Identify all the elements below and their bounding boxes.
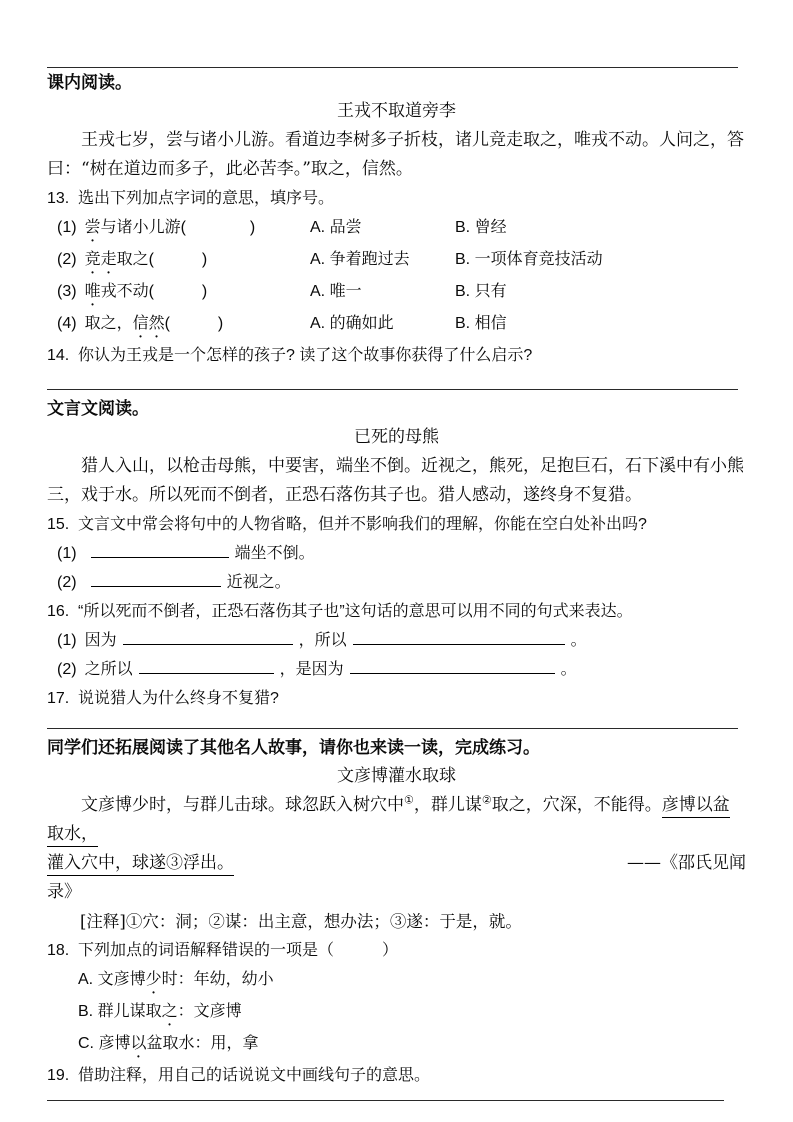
option-post: 时：年幼，幼小 <box>161 971 274 988</box>
option-b: B. 只有 <box>455 283 507 300</box>
fill-in-blank <box>123 629 293 645</box>
option-a: A. 的确如此 <box>310 315 394 332</box>
question-number: 17. <box>47 690 70 707</box>
passage-line-2 <box>47 849 746 878</box>
question-14 <box>47 341 746 370</box>
connector-word: ，所以 <box>298 632 347 649</box>
section-extended-reading <box>47 733 746 1090</box>
section-classical-reading <box>47 394 746 713</box>
item-label: (2) <box>57 251 77 268</box>
blank-suffix-text: 端坐不倒。 <box>234 545 315 562</box>
passage-text-wangrong: 王戎七岁，尝与诸小儿游。看道边李树多子折枝，诸儿竞走取之，唯戎不动。人问之，答曰：“树在道边而多子，此必苦李。”取之，信然。 <box>47 130 744 179</box>
item-label: (2) <box>57 661 77 678</box>
option-pre: B. 群儿谋取 <box>78 1003 162 1020</box>
option-pre: C. 彦博 <box>78 1035 131 1052</box>
source-attribution: ——《邵氏见闻 <box>627 853 746 873</box>
passage-title-wenyanbo: 文彦博灌水取球 <box>337 766 456 786</box>
fill-in-blank <box>139 658 274 674</box>
option-a: A. 争着跑过去 <box>310 251 410 268</box>
passage-segment: 文彦博少时，与群儿击球。球忽跃入树穴中 <box>81 795 404 815</box>
item-label: (1) <box>57 545 77 562</box>
question-stem: 选出下列加点字词的意思，填序号。 <box>78 190 335 207</box>
option-b: B. 相信 <box>455 315 507 332</box>
passage-segment: ，群儿谋 <box>413 795 482 815</box>
question-number: 13. <box>47 190 70 207</box>
passage-text-bear: 猎人入山，以枪击母熊，中要害，端坐不倒。近视之，熊死，足抱巨石，石下溪中有小熊三，戏于水。所以死而不倒者，正恐石落伤其子也。猎人感动，遂终身不复猎。 <box>47 456 744 505</box>
option-post: 盆取水：用，拿 <box>146 1035 259 1052</box>
question-18 <box>47 936 746 965</box>
section-heading: 同学们还拓展阅读了其他名人故事，请你也来读一读，完成练习。 <box>47 738 540 757</box>
q15-blank-row-1 <box>47 539 746 568</box>
q13-row-1 <box>47 213 746 245</box>
q13-row-3-phrase <box>57 277 310 309</box>
question-19 <box>47 1061 746 1090</box>
emphasized-chars: 少 <box>145 971 162 988</box>
connector-word: ，是因为 <box>279 661 344 678</box>
emphasized-chars: 唯 <box>84 283 101 300</box>
fill-in-blank <box>353 629 565 645</box>
question-number: 19. <box>47 1067 70 1084</box>
question-16 <box>47 597 746 626</box>
fill-in-blank <box>91 571 221 587</box>
item-label: (1) <box>57 632 77 649</box>
q13-row-4-phrase <box>57 309 310 341</box>
option-a: A. 品尝 <box>310 219 362 236</box>
emphasized-chars: 以 <box>130 1035 147 1052</box>
question-number: 16. <box>47 603 70 620</box>
emphasized-chars: 尝 <box>84 219 101 236</box>
footnotes: [注释]①穴：洞；②谋：出主意，想办法；③遂：于是，就。 <box>80 912 522 931</box>
phrase-post: 与诸小儿游( ) <box>100 219 256 236</box>
item-label: (2) <box>57 574 77 591</box>
underlined-sentence-wrap <box>47 849 234 878</box>
fill-in-blank <box>91 542 229 558</box>
passage-title-wangrong: 王戎不取道旁李 <box>337 101 456 121</box>
underlined-sentence-part-2: 灌入穴中，球遂③浮出。 <box>47 853 234 876</box>
q15-blank-row-2 <box>47 568 746 597</box>
connector-word: 因为 <box>84 632 117 649</box>
footnote-marker-2: ② <box>481 793 492 807</box>
passage-line-3: 录》 <box>47 882 81 902</box>
section-in-class-reading <box>47 68 746 370</box>
q13-row-3 <box>47 277 746 309</box>
underlined-sentence-part-1: 彦博以盆取水， <box>47 795 730 847</box>
option-b: B. 一项体育竞技活动 <box>455 251 603 268</box>
q13-row-4 <box>47 309 746 341</box>
question-number: 15. <box>47 516 70 533</box>
divider-bottom <box>47 1100 724 1101</box>
q18-option-c <box>47 1029 746 1061</box>
emphasized-chars: 竞走 <box>84 251 117 268</box>
question-15 <box>47 510 746 539</box>
passage-line-1 <box>47 791 746 849</box>
divider-section-3 <box>47 728 738 729</box>
q16-sentence-row-2 <box>47 655 746 684</box>
option-a: A. 唯一 <box>310 283 362 300</box>
period: 。 <box>570 632 587 649</box>
q13-row-2 <box>47 245 746 277</box>
phrase-post: 戎不动( ) <box>100 283 208 300</box>
question-stem: 你认为王戎是一个怎样的孩子? 读了这个故事你获得了什么启示? <box>78 347 533 364</box>
q16-sentence-row-1 <box>47 626 746 655</box>
q18-option-b <box>47 997 746 1029</box>
connector-word: 之所以 <box>84 661 133 678</box>
emphasized-chars: 之 <box>161 1003 178 1020</box>
item-label: (1) <box>57 219 77 236</box>
q13-row-2-phrase <box>57 245 310 277</box>
question-stem: “所以死而不倒者，正恐石落伤其子也”这句话的意思可以用不同的句式来表达。 <box>78 603 633 620</box>
blank-suffix-text: 近视之。 <box>226 574 291 591</box>
q13-row-1-phrase <box>57 213 310 245</box>
question-stem: 说说猎人为什么终身不复猎? <box>78 690 279 707</box>
q18-option-a <box>47 965 746 997</box>
section-heading: 文言文阅读。 <box>47 399 149 418</box>
question-stem: 文言文中常会将句中的人物省略，但并不影响我们的理解，你能在空白处补出吗? <box>78 516 647 533</box>
option-pre: A. 文彦博 <box>78 971 146 988</box>
divider-section-2 <box>47 389 738 390</box>
option-post: ：文彦博 <box>177 1003 242 1020</box>
emphasized-chars: 信然 <box>132 315 165 332</box>
question-17 <box>47 684 746 713</box>
item-label: (4) <box>57 315 77 332</box>
section-heading: 课内阅读。 <box>47 73 132 92</box>
fill-in-blank <box>350 658 555 674</box>
item-label: (3) <box>57 283 77 300</box>
question-number: 18. <box>47 942 70 959</box>
question-number: 14. <box>47 347 70 364</box>
footnote-marker-1: ① <box>404 793 414 807</box>
phrase-post: 取之( ) <box>116 251 208 268</box>
passage-segment: 取之，穴深，不能得。 <box>491 795 662 815</box>
question-13 <box>47 184 746 213</box>
option-b: B. 曾经 <box>455 219 507 236</box>
question-stem: 借助注释，用自己的话说说文中画线句子的意思。 <box>78 1067 431 1084</box>
phrase-pre: 取之， <box>84 315 133 332</box>
phrase-post: ( ) <box>164 315 224 332</box>
period: 。 <box>560 661 577 678</box>
passage-title-bear: 已死的母熊 <box>354 427 439 447</box>
question-stem: 下列加点的词语解释错误的一项是（ ） <box>78 942 399 959</box>
